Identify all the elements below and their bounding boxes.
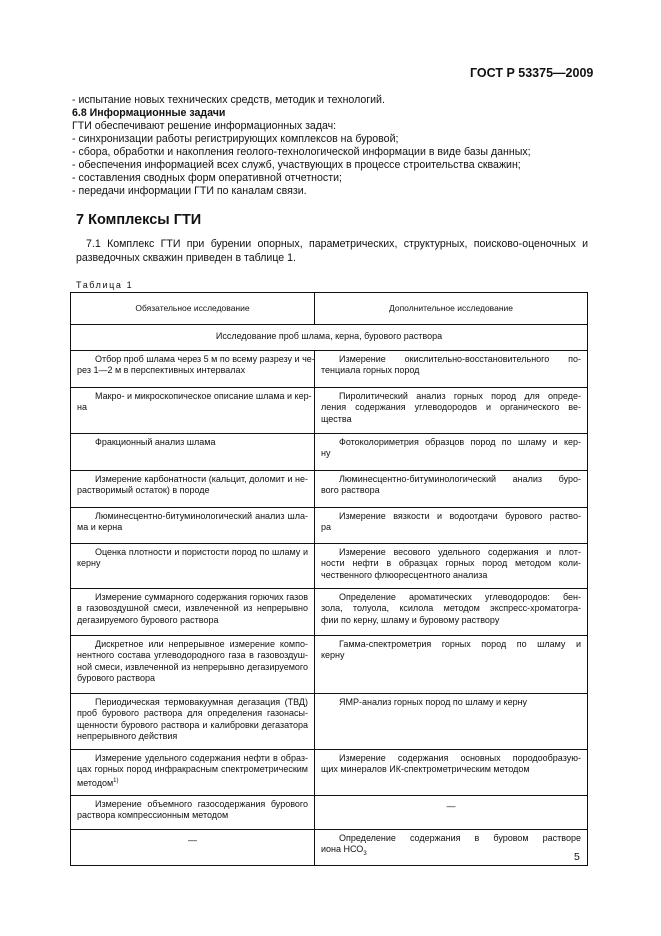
cell-line: щенности бурового раствора и калибровки дегазатора xyxy=(77,719,308,730)
cell-line: Макро- и микроскопическое описание шлама и кер- xyxy=(95,390,312,401)
additional-cell xyxy=(315,433,588,470)
additional-cell xyxy=(315,635,588,693)
cell-line: Отбор проб шлама через 5 м по всему разрезу и че- xyxy=(95,353,315,364)
list-item: - передачи информации ГТИ по каналам связи. xyxy=(72,185,307,197)
cell-text: методом xyxy=(77,777,114,788)
table-row xyxy=(71,387,588,433)
cell-line: ЯМР-анализ горных пород по шламу и керну xyxy=(339,696,528,707)
cell-line: нентного состава углеводородного газа в газовоздуш- xyxy=(77,650,308,660)
mandatory-cell xyxy=(71,470,315,507)
cell-line: Люминесцентно-битуминологический анализ шла- xyxy=(95,510,308,521)
mandatory-cell xyxy=(71,795,315,829)
additional-cell xyxy=(315,387,588,433)
additional-cell xyxy=(315,693,588,749)
cell-line: щества xyxy=(321,413,352,424)
column-header-additional: Дополнительное исследование xyxy=(315,293,588,325)
subscript: 3 xyxy=(363,850,367,857)
additional-cell xyxy=(315,749,588,795)
paragraph-line: разведочных скважин приведен в таблице 1. xyxy=(76,251,296,264)
section-row-label: Исследование проб шлама, керна, бурового раствора xyxy=(71,325,588,351)
cell-line: Измерение окислительно-восстановительного по- xyxy=(339,353,581,364)
additional-cell xyxy=(315,829,588,866)
cell-line: Измерение суммарного содержания горючих газов xyxy=(95,591,308,602)
mandatory-cell xyxy=(71,507,315,543)
table-row xyxy=(71,829,588,866)
cell-line: ной смеси, извлеченной из непрерывно дегазируемого xyxy=(77,661,308,672)
cell-line xyxy=(321,844,581,860)
table-row xyxy=(71,635,588,693)
cell-line: Пиролитический анализ горных пород для опреде- xyxy=(339,390,581,401)
cell-line: в газовоздушной смеси, извлеченной из непрерывно xyxy=(77,603,308,613)
mandatory-cell xyxy=(71,635,315,693)
cell-line: Оценка плотности и пористости пород по шламу и xyxy=(95,546,308,557)
cell-line: Определение содержания в буровом растворе xyxy=(339,832,581,843)
cell-line: раствора компрессионным методом xyxy=(77,810,229,820)
table-row xyxy=(71,749,588,795)
cell-line: щих минералов ИК-спектрометрическим методом xyxy=(321,764,530,774)
section-6-8 xyxy=(72,94,592,198)
footnote-ref: 1) xyxy=(113,777,119,784)
table-section-row xyxy=(71,325,588,351)
table-row xyxy=(71,350,588,387)
chapter-title: 7 Комплексы ГТИ xyxy=(76,212,202,228)
cell-line: зола, толуола, ксилола методом экспресс-хроматогра- xyxy=(321,603,581,613)
cell-line: Измерение карбонатности (кальцит, доломит и не- xyxy=(95,473,308,484)
cell-line xyxy=(77,776,308,790)
cell-line: Фракционный анализ шлама xyxy=(95,436,216,447)
cell-line: Определение ароматических углеводородов: бен- xyxy=(339,591,581,602)
cell-line: ма и керна xyxy=(77,522,123,532)
list-item: - сбора, обработки и накопления геолого-технологической информации в виде базы данных; xyxy=(72,146,531,158)
cell-line: Люминесцентно-битуминологический анализ буро- xyxy=(339,473,581,484)
column-header-mandatory: Обязательное исследование xyxy=(71,293,315,325)
cell-line: Фотоколориметрия образцов пород по шламу и кер- xyxy=(339,436,581,447)
cell-line: непрерывного действия xyxy=(77,731,178,741)
cell-line: тенциала горных пород xyxy=(321,365,420,375)
cell-line: вого раствора xyxy=(321,485,380,495)
additional-cell xyxy=(315,588,588,635)
standard-code: ГОСТ Р 53375—2009 xyxy=(470,66,594,80)
mandatory-cell xyxy=(71,693,315,749)
cell-line: Дискретное или непрерывное измерение компо- xyxy=(95,638,308,649)
mandatory-cell xyxy=(71,749,315,795)
section-lead: ГТИ обеспечивают решение информационных задач: xyxy=(72,120,337,132)
list-item: - обеспечения информацией всех служб, участвующих в процессе строительства скважин; xyxy=(72,159,521,171)
mandatory-cell xyxy=(71,829,315,866)
table-row xyxy=(71,693,588,749)
cell-line: цах горных пород инфракрасным спектрометрическим xyxy=(77,764,308,774)
additional-cell xyxy=(315,795,588,829)
empty-dash: — xyxy=(446,800,456,811)
empty-dash: — xyxy=(188,834,197,845)
cell-line: чественного флюоресцентного анализа xyxy=(321,569,488,580)
cell-line: Измерение содержания основных породообразую- xyxy=(339,752,581,763)
list-item: - составления сводных форм оперативной отчетности; xyxy=(72,172,342,184)
cell-line: ности нефти в образцах горных пород методом коли- xyxy=(321,558,581,568)
table-header-row xyxy=(71,293,588,325)
cell-line: Измерение вязкости и водоотдачи бурового раство- xyxy=(339,510,581,521)
cell-line: Измерение весового удельного содержания и плот- xyxy=(339,546,581,557)
cell-line: керну xyxy=(77,558,101,568)
mandatory-cell xyxy=(71,588,315,635)
additional-cell xyxy=(315,507,588,543)
section-title: 6.8 Информационные задачи xyxy=(72,107,226,119)
cell-line: растворимый остаток) в породе xyxy=(77,485,210,495)
cell-line: Гамма-спектрометрия горных пород по шламу и xyxy=(339,638,581,649)
mandatory-cell xyxy=(71,350,315,387)
table-row xyxy=(71,470,588,507)
cell-line: ну xyxy=(321,448,331,458)
page-number: 5 xyxy=(574,851,580,863)
cell-line: проб бурового раствора для определения газонасы- xyxy=(77,708,308,718)
list-item: - синхронизации работы регистрирующих комплексов на буровой; xyxy=(72,133,399,145)
cell-line: Периодическая термовакуумная дегазация (ТВД) xyxy=(95,696,308,707)
cell-line: рез 1—2 м в перспективных интервалах xyxy=(77,365,246,375)
cell-line: фии по керну, шламу и буровому раствору xyxy=(321,614,500,625)
cell-line: керну xyxy=(321,650,345,660)
cell-line: ления содержания углеводородов и органического ве- xyxy=(321,402,581,412)
table-row xyxy=(71,507,588,543)
paragraph-7-1 xyxy=(76,238,588,265)
mandatory-cell xyxy=(71,543,315,588)
table-row xyxy=(71,433,588,470)
cell-line: дегазируемого бурового раствора xyxy=(77,614,219,625)
table-caption: Таблица 1 xyxy=(76,280,134,290)
cell-text: иона НСО xyxy=(321,844,364,854)
cell-line: ра xyxy=(321,522,332,532)
additional-cell xyxy=(315,543,588,588)
cell-line: Измерение удельного содержания нефти в образ- xyxy=(95,752,308,763)
paragraph-line: 7.1 Комплекс ГТИ при бурении опорных, параметрических, структурных, поисково-оценочных и xyxy=(86,238,588,250)
table-row xyxy=(71,588,588,635)
table-row xyxy=(71,543,588,588)
research-table xyxy=(70,292,588,866)
list-item: - испытание новых технических средств, методик и технологий. xyxy=(72,94,385,106)
additional-cell xyxy=(315,350,588,387)
mandatory-cell xyxy=(71,387,315,433)
cell-line: на xyxy=(77,402,87,412)
cell-line: Измерение объемного газосодержания бурового xyxy=(95,798,308,809)
additional-cell xyxy=(315,470,588,507)
cell-line: бурового раствора xyxy=(77,673,155,683)
table-row xyxy=(71,795,588,829)
mandatory-cell xyxy=(71,433,315,470)
